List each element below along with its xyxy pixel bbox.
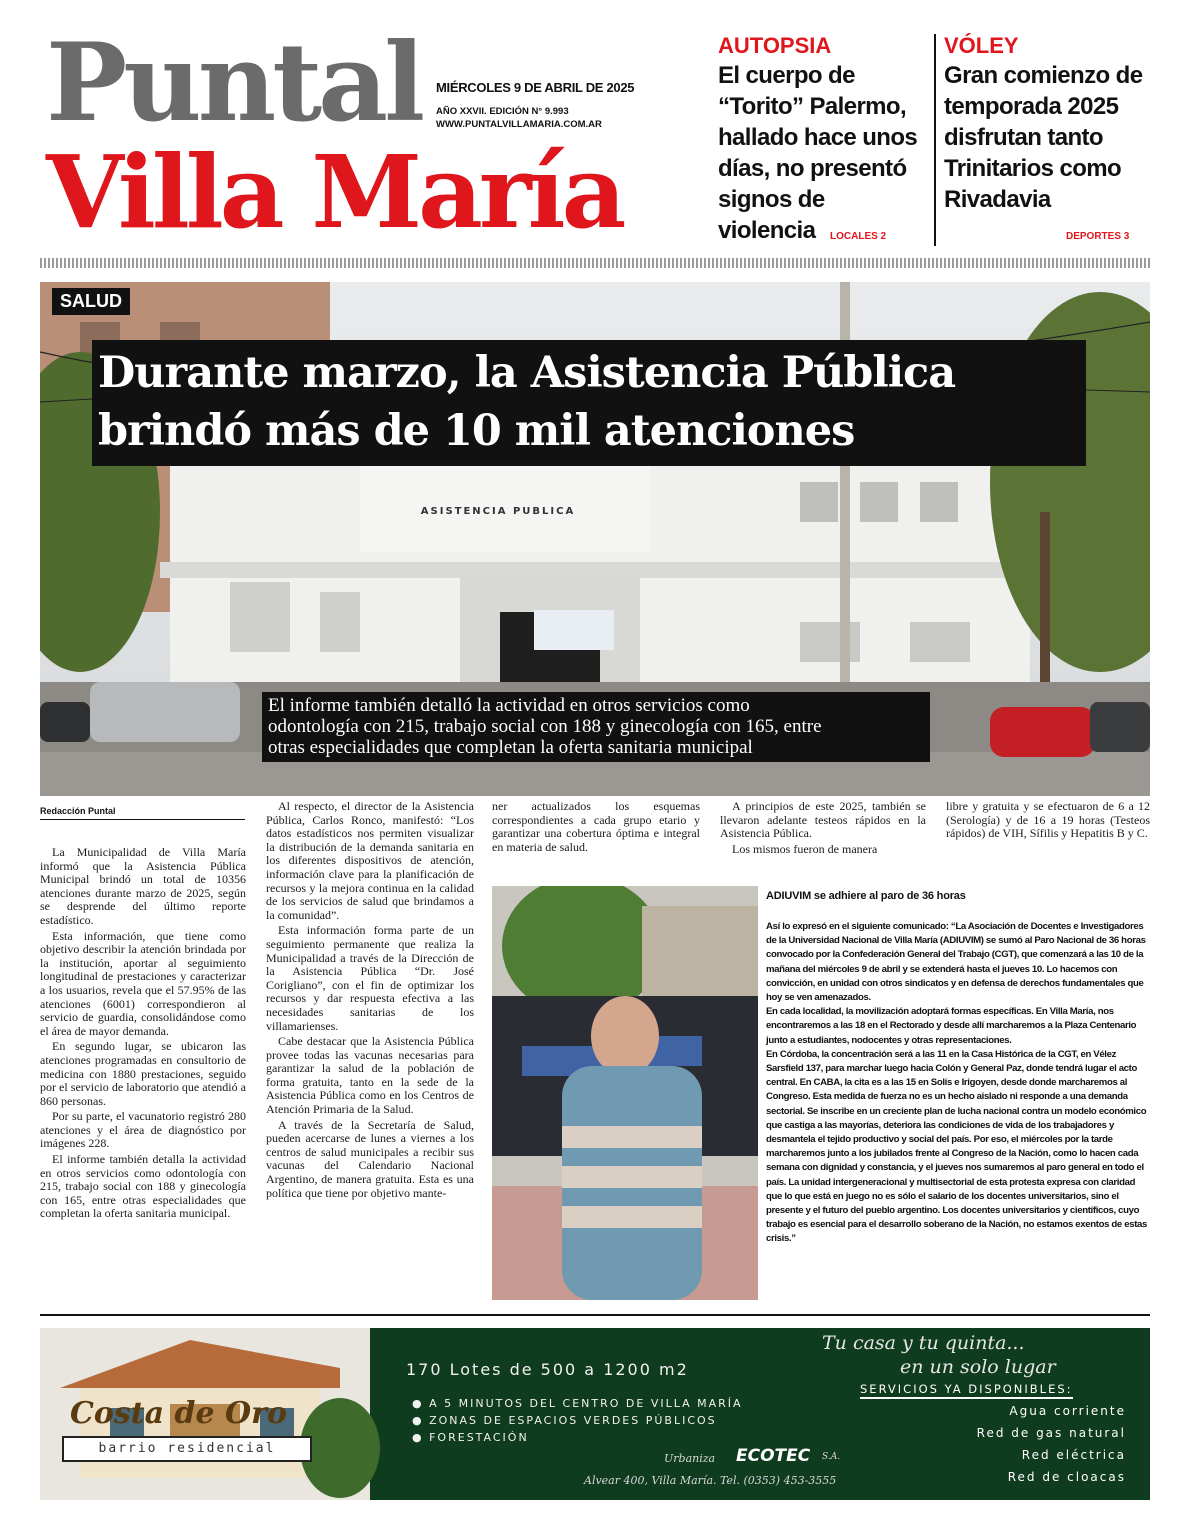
ad-bullet: ● ZONAS DE ESPACIOS VERDES PÚBLICOS xyxy=(412,1414,717,1427)
byline: Redacción Puntal xyxy=(40,806,245,820)
masthead-name-villa-maria: Villa María xyxy=(46,133,623,251)
ad-bullet: ● A 5 MINUTOS DEL CENTRO DE VILLA MARÍA xyxy=(412,1397,743,1410)
column-divider xyxy=(934,34,936,246)
teaser-line: signos de xyxy=(718,186,825,213)
ad-bullet-text: FORESTACIÓN xyxy=(429,1431,529,1444)
services-title: SERVICIOS YA DISPONIBLES: xyxy=(860,1382,1073,1399)
article-column-3 xyxy=(492,800,700,856)
ecotec-suffix: S.A. xyxy=(822,1452,841,1462)
service-item: Agua corriente xyxy=(1009,1404,1126,1418)
lead-headline[interactable] xyxy=(92,340,1086,466)
service-item: Red de gas natural xyxy=(976,1426,1126,1440)
teaser-line: El cuerpo de xyxy=(718,62,855,89)
paragraph: El informe también detalla la actividad en otros servicios como odontología con 215, trabajo social con 188 y ginecología con 165, entre otras especialidades que completan la oferta sanitaria municipal. xyxy=(40,1152,246,1221)
building-sign: ASISTENCIA PUBLICA xyxy=(420,506,576,517)
protest-photo xyxy=(492,886,758,1300)
paragraph: Al respecto, el director de la Asistencia Pública, Carlos Ronco, manifestó: “Los datos estadísticos nos permiten visualizar la distribución de la demanda sanitaria en los diferentes dispositivos de atención, información clave para la planificación de recursos y la mejora continua en la calidad de los servicios de salud que brindamos a la comunidad”. xyxy=(266,799,474,922)
teaser-line: disfrutan tanto xyxy=(944,124,1103,151)
paragraph: Por su parte, el vacunatorio registró 280 atenciones y el área de diagnóstico por imágenes 228. xyxy=(40,1109,246,1151)
masthead-name-puntal: Puntal xyxy=(46,20,422,146)
paragraph: Esta información forma parte de un seguimiento permanente que realiza la Municipalidad a través de la Dirección de la Asistencia Pública “Dr. José Corigliano”, con el fin de optimizar los recursos y dar respuesta efectiva a las necesidades sanitarias de los villamarienses. xyxy=(266,923,474,1033)
teaser-line: días, no presentó xyxy=(718,155,907,182)
ecotec-logo: ECOTEC xyxy=(736,1446,811,1466)
paragraph: En cada localidad, la movilización adoptará formas específicas. En Villa María, nos encontraremos a las 18 en el Rectorado y desde allí marcharemos a la Plaza Centenario junto a estudiantes, nodocentes y otras representaciones. xyxy=(766,1006,1137,1046)
teaser-kicker-voley: VÓLEY xyxy=(944,33,1019,58)
website-url[interactable]: WWW.PUNTALVILLAMARIA.COM.AR xyxy=(436,119,602,130)
headline-line: brindó más de 10 mil atenciones xyxy=(98,406,855,456)
teaser-page-ref: LOCALES 2 xyxy=(830,231,887,242)
teaser-line: hallado hace unos xyxy=(718,124,918,151)
teaser-line: Trinitarios como xyxy=(944,155,1122,182)
ad-bullet-text: ZONAS DE ESPACIOS VERDES PÚBLICOS xyxy=(429,1414,717,1427)
paragraph: En Córdoba, la concentración será a las 11 en la Casa Histórica de la CGT, en Vélez Sarsfield 137, para marchar luego hacia Colón y General Paz, donde tendrá lugar el acto central. En CABA, la cita es a las 15 en Solís e Irigoyen, desde donde marcharemos al Congreso. Esta medida de fuerza no es un hecho aislado ni responde a una demanda sectorial. Se inscribe en un creciente plan de lucha nacional contra un modelo económico que castiga a las mayorías, deteriora las condiciones de vida de los trabajadores y desmantela el tejido productivo y social del país. Por eso, el miércoles por la tarde marcharemos junto a los jubilados frente al Congreso de la Nación, como lo hacen cada semana con dignidad y constancia, y el jueves nos sumaremos al paro general en todo el país. La unidad intergeneracional y multisectorial de esta protesta expresa con claridad que lo que está en juego no es sólo el salario de los docentes universitarios, sino el presente y el futuro del pueblo argentino. Los docentes universitarios y científicos, cuyo trabajo es esencial para el desarrollo soberano de la Nación, no estamos exentos de estas crisis.” xyxy=(766,1048,1148,1245)
section-rule xyxy=(40,1314,1150,1316)
ad-tagline-1: Tu casa y tu quinta... xyxy=(822,1332,1025,1354)
box-headline: ADIUVIM se adhiere al paro de 36 horas xyxy=(766,890,966,902)
article-column-4 xyxy=(720,800,926,858)
deck-line: otras especialidades que completan la oferta sanitaria municipal xyxy=(268,737,753,758)
box-body xyxy=(766,920,1148,1247)
paragraph: Cabe destacar que la Asistencia Pública provee todas las vacunas necesarias para garantizar la salud de la población de forma gratuita, tanto en la sede de la Asistencia Pública como en los Centros de Atención Primaria de la Salud. xyxy=(266,1034,474,1117)
teaser-headline-autopsia[interactable] xyxy=(718,60,928,246)
paragraph: La Municipalidad de Villa María informó que la Asistencia Pública Municipal brindó un total de 10356 atenciones durante marzo de 2025, según se desprende del último reporte estadístico. xyxy=(40,845,246,927)
lead-deck xyxy=(262,692,930,762)
deck-line: El informe también detalló la actividad en otros servicios como xyxy=(268,695,750,716)
paragraph: En segundo lugar, se ubicaron las atenciones programadas en consultorio de medicina con 1880 prestaciones, seguido por el servicio de laboratorio que atendió a 860 personas. xyxy=(40,1039,246,1108)
paragraph: libre y gratuita y se efectuaron de 6 a 12 (Serología) y de 16 a 19 horas (Testeos rápidos) de VIH, Sífilis y Hepatitis B y C. xyxy=(946,799,1150,841)
paragraph: ner actualizados los esquemas correspondientes a cada grupo etario y garantizar una cobertura óptima e integral en materia de salud. xyxy=(492,799,700,854)
service-item: Red eléctrica xyxy=(1021,1448,1126,1462)
paragraph: Esta información, que tiene como objetivo describir la atención brindada por la institución, aportar al seguimiento longitudinal de prestaciones y caracterizar a los usuarios, revela que el 57.95% de las atenciones (6001) correspondieron al servicio de guardia, consolidándose como el área de mayor demanda. xyxy=(40,928,246,1038)
masthead-dotted-rule xyxy=(40,258,1150,268)
teaser-kicker-autopsia: AUTOPSIA xyxy=(718,33,832,58)
deck-line: odontología con 215, trabajo social con 188 y ginecología con 165, entre xyxy=(268,716,822,737)
ad-bullet-text: A 5 MINUTOS DEL CENTRO DE VILLA MARÍA xyxy=(429,1397,743,1410)
teaser-line: “Torito” Palermo, xyxy=(718,93,907,120)
teaser-page-ref: DEPORTES 3 xyxy=(1066,231,1130,242)
service-item: Red de cloacas xyxy=(1007,1470,1126,1484)
teaser-line: Gran comienzo de xyxy=(944,62,1143,89)
teaser-headline-voley[interactable] xyxy=(944,60,1150,215)
barrio-residencial-label: barrio residencial xyxy=(62,1436,312,1462)
ad-tagline-2: en un solo lugar xyxy=(900,1356,1056,1378)
article-column-5 xyxy=(946,800,1150,843)
paragraph: Así lo expresó en el siguiente comunicado: “La Asociación de Docentes e Investigadores de la Universidad Nacional de Villa María (ADIUVIM) se sumó al Paro Nacional de 36 horas convocado por la Confederación General del Trabajo (CGT), que comenzará a las 10 de la mañana del miércoles 9 de abril y se extenderá hasta el jueves 10. Lo hacemos con convicción, en unidad con otros sindicatos y en defensa de derechos fundamentales que hoy se ven amenazados. xyxy=(766,921,1146,1004)
teaser-line: temporada 2025 xyxy=(944,93,1119,120)
teaser-line: violencia xyxy=(718,217,816,244)
headline-line: Durante marzo, la Asistencia Pública xyxy=(98,348,956,398)
issue-date: MIÉRCOLES 9 DE ABRIL DE 2025 xyxy=(436,80,635,95)
teaser-line: Rivadavia xyxy=(944,186,1051,213)
ad-bullet: ● FORESTACIÓN xyxy=(412,1431,529,1444)
paragraph: Los mismos fueron de manera xyxy=(732,841,878,856)
edition-number: AÑO XXVII. EDICIÓN N° 9.993 xyxy=(436,106,569,117)
article-column-2 xyxy=(266,800,474,1202)
section-tag: SALUD xyxy=(52,288,130,315)
ad-address: Alvear 400, Villa María. Tel. (0353) 453-3555 xyxy=(584,1474,837,1487)
urbaniza-label: Urbaniza xyxy=(664,1452,716,1465)
article-column-1 xyxy=(40,846,246,1223)
paragraph: A principios de este 2025, también se llevaron adelante testeos rápidos en la Asistencia Pública. xyxy=(720,799,926,841)
paragraph: A través de la Secretaría de Salud, pueden acercarse de lunes a viernes a los centros de salud municipales a recibir sus vacunas del Calendario Nacional Argentino, de manera gratuita. Esta es una política que tiene por objetivo mante- xyxy=(266,1117,474,1200)
costa-de-oro-logo: Costa de Oro xyxy=(70,1396,287,1431)
ad-lots-headline: 170 Lotes de 500 a 1200 m2 xyxy=(406,1360,689,1379)
